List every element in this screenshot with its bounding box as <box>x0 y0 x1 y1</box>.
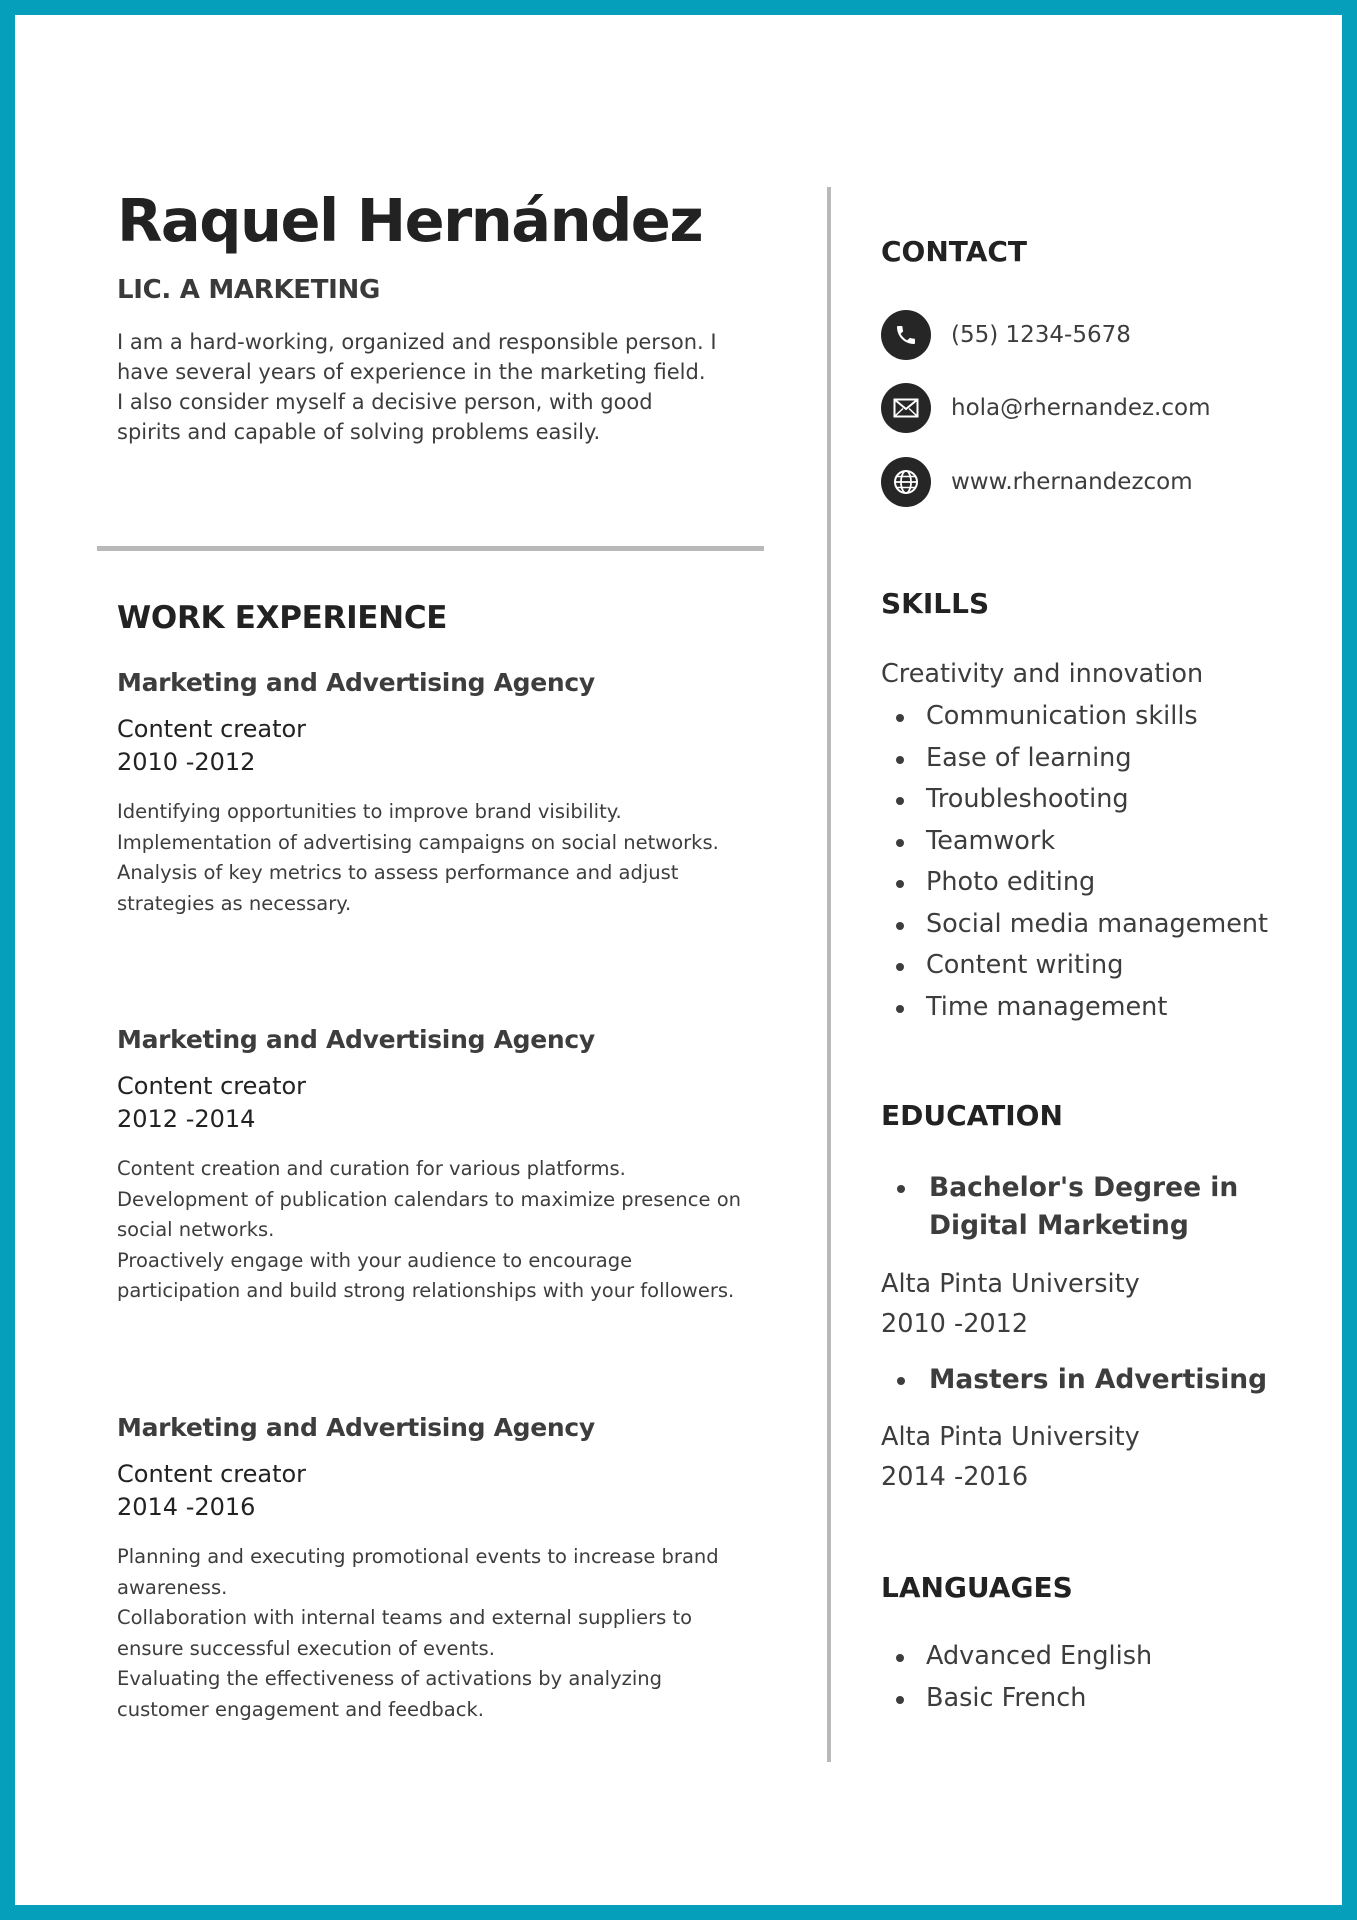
skill-item: Content writing <box>881 945 1268 987</box>
skill-item: Time management <box>881 987 1268 1029</box>
job-description-line: Implementation of advertising campaigns on social networks. <box>117 830 719 854</box>
envelope-icon <box>881 383 931 433</box>
education-degree: Masters in Advertising <box>881 1361 1309 1399</box>
contact-email-text[interactable]: hola@rhernandez.com <box>951 395 1211 421</box>
languages-title: LANGUAGES <box>881 1571 1073 1604</box>
language-item: Advanced English <box>881 1636 1152 1678</box>
job-description-line: Planning and executing promotional events to increase brand awareness. <box>117 1545 719 1599</box>
contact-phone <box>881 309 1131 361</box>
job-description-line: Identifying opportunities to improve brand visibility. <box>117 800 622 823</box>
skill-item: Photo editing <box>881 862 1268 904</box>
job-role: Content creator <box>117 715 307 743</box>
resume-header <box>117 185 777 447</box>
job-role: Content creator <box>117 1460 307 1488</box>
job-description <box>117 797 757 919</box>
education-years: 2014 -2016 <box>881 1462 1029 1492</box>
job-years: 2014 -2016 <box>117 1493 256 1521</box>
job-description-line: Analysis of key metrics to assess performance and adjust strategies as necessary. <box>117 861 679 915</box>
education-title: EDUCATION <box>881 1099 1063 1132</box>
skill-item: Teamwork <box>881 821 1268 863</box>
education-degree: Bachelor's Degree in Digital Marketing <box>881 1169 1309 1245</box>
language-item: Basic French <box>881 1678 1152 1720</box>
skill-item: Communication skills <box>881 696 1268 738</box>
work-experience-section <box>117 598 777 1721</box>
skill-item: Troubleshooting <box>881 779 1268 821</box>
skills-list <box>881 696 1268 1028</box>
skill-item: Social media management <box>881 904 1268 946</box>
phone-icon <box>881 310 931 360</box>
globe-icon <box>881 457 931 507</box>
job-role: Content creator <box>117 1072 307 1100</box>
column-divider <box>827 187 831 1762</box>
languages-list <box>881 1636 1152 1719</box>
contact-title: CONTACT <box>881 235 1028 268</box>
about-paragraph: I am a hard-working, organized and responsible person. I have several years of experience in the marketing field. I also consider myself a decisive person, with good spirits and capable of solving problems easily. <box>117 330 717 444</box>
job-description-line: Content creation and curation for various platforms. <box>117 1157 626 1180</box>
person-name: Raquel Hernández <box>117 186 703 255</box>
education-years: 2010 -2012 <box>881 1309 1029 1339</box>
job-years: 2012 -2014 <box>117 1105 256 1133</box>
contact-website-text[interactable]: www.rhernandezcom <box>951 469 1193 495</box>
header-divider <box>97 546 764 551</box>
contact-phone-text[interactable]: (55) 1234-5678 <box>951 322 1131 348</box>
skill-item: Creativity and innovation <box>881 659 1204 689</box>
person-role: LIC. A MARKETING <box>117 275 381 305</box>
education-school: Alta Pinta University <box>881 1269 1140 1299</box>
job-entry-2 <box>117 1024 777 1307</box>
job-company: Marketing and Advertising Agency <box>117 1025 595 1054</box>
contact-email <box>881 382 1210 434</box>
contact-website <box>881 456 1193 508</box>
job-description-line: Development of publication calendars to maximize presence on social networks. <box>117 1187 741 1241</box>
job-description <box>117 1154 757 1307</box>
job-description <box>117 1542 757 1725</box>
job-description-line: Proactively engage with your audience to encourage participation and build strong relationships with your followers. <box>117 1248 735 1302</box>
education-school: Alta Pinta University <box>881 1422 1140 1452</box>
job-company: Marketing and Advertising Agency <box>117 1413 595 1442</box>
job-company: Marketing and Advertising Agency <box>117 668 595 697</box>
job-description-line: Collaboration with internal teams and external suppliers to ensure successful execution of events. <box>117 1606 693 1660</box>
job-description-line: Evaluating the effectiveness of activations by analyzing customer engagement and feedback. <box>117 1667 663 1721</box>
skills-title: SKILLS <box>881 587 990 620</box>
job-years: 2010 -2012 <box>117 748 256 776</box>
job-entry-3 <box>117 1412 777 1725</box>
job-entry-1 <box>117 667 777 919</box>
skill-item: Ease of learning <box>881 738 1268 780</box>
work-experience-title: WORK EXPERIENCE <box>117 600 448 636</box>
